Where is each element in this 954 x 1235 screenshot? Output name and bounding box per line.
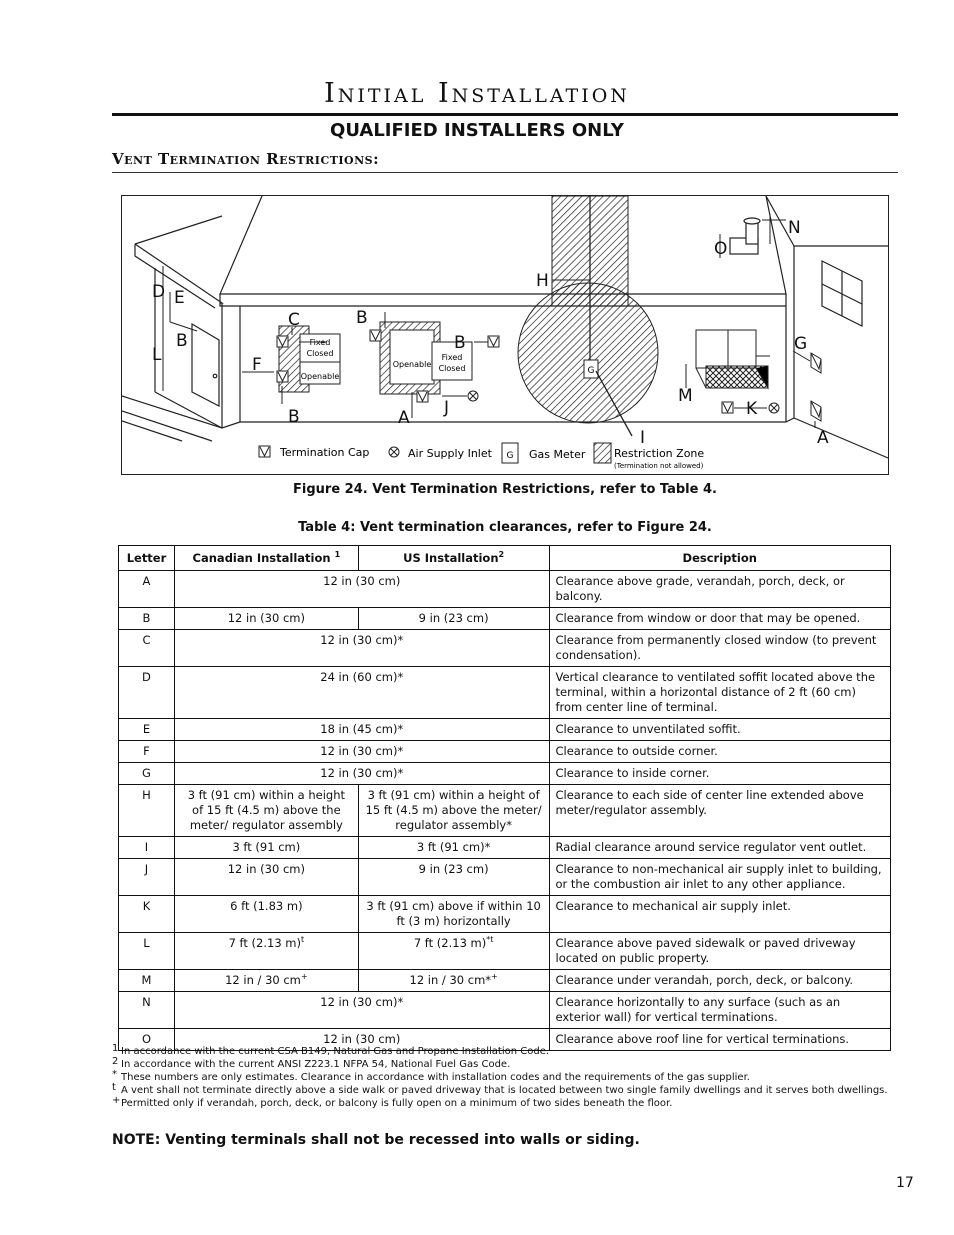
cell-canadian: 6 ft (1.83 m) [174, 896, 358, 933]
cell-letter: D [119, 667, 175, 719]
cell-us: 9 in (23 cm) [358, 859, 549, 896]
footnote [112, 1084, 912, 1097]
cell-clearance: 24 in (60 cm)* [174, 667, 549, 719]
figure-caption: Figure 24. Vent Termination Restrictions, refer to Table 4. [293, 482, 717, 497]
cell-us: 12 in / 30 cm*+ [358, 970, 549, 992]
table-row [119, 719, 891, 741]
letter-I: I [640, 428, 646, 448]
fixed-closed-label-left-2: Closed [306, 349, 334, 358]
legend-restriction-zone: Restriction Zone [614, 447, 705, 460]
cell-canadian: 3 ft (91 cm) within a height of 15 ft (4.5 m) above the meter/ regulator assembly [174, 785, 358, 837]
letter-B-bottom: B [288, 407, 300, 427]
letter-A-center: A [398, 408, 410, 428]
table-row [119, 859, 891, 896]
table-row [119, 763, 891, 785]
letter-A-right: A [817, 428, 829, 448]
table-row [119, 667, 891, 719]
restriction-zone [518, 196, 658, 436]
legend-restriction-icon [594, 443, 611, 463]
cell-letter: J [119, 859, 175, 896]
cell-us: 9 in (23 cm) [358, 608, 549, 630]
cell-description: Clearance horizontally to any surface (such as an exterior wall) for vertical terminations. [549, 992, 891, 1029]
cell-clearance: 12 in (30 cm)* [174, 763, 549, 785]
footnote-mark: 2 [112, 1056, 119, 1067]
page-subtitle: QUALIFIED INSTALLERS ONLY [330, 120, 624, 141]
cell-description: Clearance to non-mechanical air supply inlet to building, or the combustion air inlet to any other appliance. [549, 859, 891, 896]
letter-B-right: B [454, 333, 466, 353]
openable-label-center: Openable [392, 360, 432, 369]
legend-air-supply-inlet: Air Supply Inlet [408, 447, 492, 460]
letter-N: N [788, 218, 801, 238]
table-row [119, 933, 891, 970]
fixed-closed-label-center-2: Closed [438, 364, 466, 373]
header-letter: Letter [119, 546, 175, 571]
cell-description: Clearance from permanently closed window (to prevent condensation). [549, 630, 891, 667]
legend-gas-meter: Gas Meter [529, 448, 586, 461]
cell-description: Vertical clearance to ventilated soffit located above the terminal, within a horizontal distance of 2 ft (60 cm) from center line of terminal. [549, 667, 891, 719]
footnote-mark: 1 [112, 1043, 119, 1054]
cell-clearance: 18 in (45 cm)* [174, 719, 549, 741]
cell-letter: H [119, 785, 175, 837]
cell-description: Clearance to mechanical air supply inlet. [549, 896, 891, 933]
cell-us: 3 ft (91 cm) above if within 10 ft (3 m) horizontally [358, 896, 549, 933]
clearance-table [118, 545, 891, 1051]
cell-canadian: 12 in / 30 cm+ [174, 970, 358, 992]
cell-letter: F [119, 741, 175, 763]
legend-termination-cap: Termination Cap [280, 446, 370, 459]
table-row [119, 837, 891, 859]
cell-clearance: 12 in (30 cm)* [174, 630, 549, 667]
letter-J: J [444, 398, 450, 418]
table-row [119, 571, 891, 608]
cell-description: Clearance to unventilated soffit. [549, 719, 891, 741]
letter-L: L [152, 345, 162, 365]
cell-description: Clearance to outside corner. [549, 741, 891, 763]
meter-label: G [587, 366, 595, 376]
legend-restriction-note: (Termination not allowed) [614, 462, 704, 470]
figure-legend [259, 443, 704, 470]
table-row [119, 608, 891, 630]
letter-B-top: B [356, 308, 368, 328]
cell-description: Clearance to each side of center line extended above meter/regulator assembly. [549, 785, 891, 837]
cell-letter: K [119, 896, 175, 933]
letter-F: F [252, 355, 262, 375]
letter-K: K [746, 399, 758, 419]
footnote-mark: * [112, 1069, 117, 1080]
table-row [119, 741, 891, 763]
table-caption: Table 4: Vent termination clearances, refer to Figure 24. [298, 520, 712, 535]
cell-clearance: 12 in (30 cm)* [174, 992, 549, 1029]
cell-canadian: 3 ft (91 cm) [174, 837, 358, 859]
cell-us: 7 ft (2.13 m)$^{*t}$ [358, 933, 549, 970]
footnote [112, 1071, 912, 1084]
cell-description: Clearance above grade, verandah, porch, deck, or balcony. [549, 571, 891, 608]
cell-letter: L [119, 933, 175, 970]
footnotes [112, 1045, 912, 1110]
legend-air-supply-icon [389, 447, 399, 457]
cell-letter: A [119, 571, 175, 608]
cell-letter: E [119, 719, 175, 741]
right-window [822, 261, 862, 326]
cell-us: 3 ft (91 cm)* [358, 837, 549, 859]
page-number: 17 [896, 1175, 914, 1191]
section-rule [112, 172, 898, 173]
legend-termination-cap-icon [259, 446, 270, 457]
footnote-mark: t [112, 1082, 116, 1093]
cell-us: 3 ft (91 cm) within a height of 15 ft (4.5 m) above the meter/ regulator assembly* [358, 785, 549, 837]
cell-letter: M [119, 970, 175, 992]
letter-B-left: B [176, 331, 188, 351]
section-heading: Vent Termination Restrictions: [112, 150, 380, 168]
footnote [112, 1097, 912, 1110]
door [192, 324, 219, 406]
cell-letter: B [119, 608, 175, 630]
cell-canadian: 7 ft (2.13 m)$^t$ [174, 933, 358, 970]
fixed-closed-label-left-1: Fixed [309, 338, 331, 347]
cell-clearance: 12 in (30 cm) [174, 1029, 549, 1051]
cell-description: Clearance to inside corner. [549, 763, 891, 785]
deck [696, 330, 770, 388]
table-row [119, 630, 891, 667]
legend-gas-meter-symbol: G [506, 451, 514, 461]
letter-O: O [714, 239, 728, 259]
building-lines [122, 196, 888, 458]
title-rule [112, 113, 898, 116]
footnote-text: In accordance with the current CSA B149, Natural Gas and Propane Installation Code. [121, 1046, 550, 1057]
header-canadian: Canadian Installation $^1$ [174, 546, 358, 571]
letter-D: D [152, 282, 166, 302]
vent-termination-figure [121, 195, 889, 475]
fixed-closed-label-center-1: Fixed [441, 353, 463, 362]
cell-description: Clearance above roof line for vertical terminations. [549, 1029, 891, 1051]
table-row [119, 896, 891, 933]
header-us: US Installation$^2$ [358, 546, 549, 571]
letter-G: G [794, 334, 808, 354]
table-row [119, 992, 891, 1029]
cell-canadian: 12 in (30 cm) [174, 859, 358, 896]
footnote-text: In accordance with the current ANSI Z223.1 NFPA 54, National Fuel Gas Code. [121, 1059, 511, 1070]
header-description: Description [549, 546, 891, 571]
letter-C: C [288, 310, 300, 330]
cell-letter: I [119, 837, 175, 859]
table-row [119, 970, 891, 992]
cell-letter: N [119, 992, 175, 1029]
cell-letter: G [119, 763, 175, 785]
footnote-text: A vent shall not terminate directly above a side walk or paved driveway that is located between two single family dwellings and it serves both dwellings. [121, 1085, 888, 1096]
footnote-text: Permitted only if verandah, porch, deck, or balcony is fully open on a minimum of two sides beneath the floor. [121, 1098, 673, 1109]
footnote [112, 1058, 912, 1071]
note: NOTE: Venting terminals shall not be recessed into walls or siding. [112, 1132, 640, 1148]
cell-description: Clearance from window or door that may be opened. [549, 608, 891, 630]
cell-clearance: 12 in (30 cm)* [174, 741, 549, 763]
vertical-termination [730, 218, 760, 254]
letter-M: M [678, 386, 693, 406]
cell-letter: C [119, 630, 175, 667]
page-title: Initial Installation [324, 78, 630, 109]
cell-description: Clearance under verandah, porch, deck, or balcony. [549, 970, 891, 992]
cell-letter: O [119, 1029, 175, 1051]
footnote-mark: + [112, 1095, 121, 1106]
cell-description: Clearance above paved sidewalk or paved driveway located on public property. [549, 933, 891, 970]
table-row [119, 785, 891, 837]
footnote-text: These numbers are only estimates. Clearance in accordance with installation codes and the requirements of the gas supplier. [121, 1072, 750, 1083]
letter-H: H [536, 271, 549, 291]
letter-E: E [174, 288, 185, 308]
cell-description: Radial clearance around service regulator vent outlet. [549, 837, 891, 859]
cell-canadian: 12 in (30 cm) [174, 608, 358, 630]
footnote [112, 1045, 912, 1058]
openable-label-left: Openable [300, 372, 340, 381]
cell-clearance: 12 in (30 cm) [174, 571, 549, 608]
